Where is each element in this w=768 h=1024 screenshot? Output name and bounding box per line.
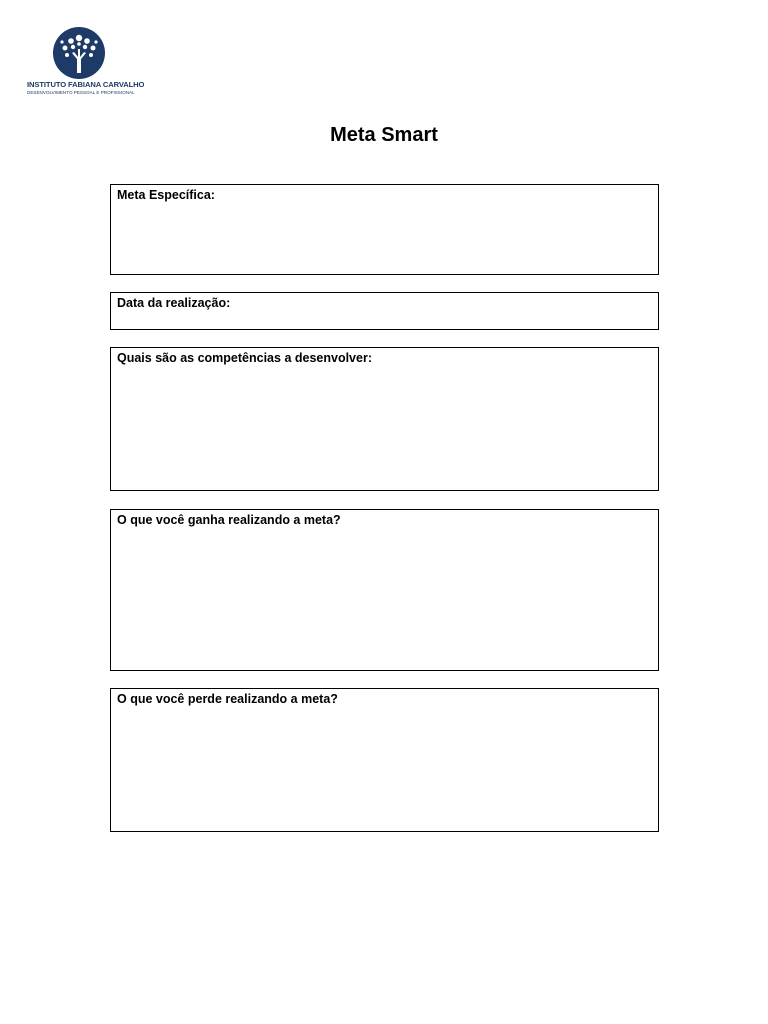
gains-label: O que você ganha realizando a meta? [117, 513, 341, 527]
logo-tagline: DESENVOLVIMENTO PESSOAL E PROFISSIONAL [27, 90, 135, 95]
competencies-field[interactable] [110, 347, 659, 491]
logo-institute-name: INSTITUTO FABIANA CARVALHO [27, 80, 145, 89]
specific-goal-label: Meta Específica: [117, 188, 215, 202]
gains-field[interactable] [110, 509, 659, 671]
page-title: Meta Smart [330, 124, 438, 146]
competencies-label: Quais são as competências a desenvolver: [117, 351, 372, 365]
losses-label: O que você perde realizando a meta? [117, 692, 338, 706]
completion-date-field[interactable] [110, 292, 659, 330]
institute-logo [27, 24, 145, 100]
specific-goal-field[interactable] [110, 184, 659, 275]
tree-emblem-icon [52, 26, 106, 80]
completion-date-label: Data da realização: [117, 296, 231, 310]
losses-field[interactable] [110, 688, 659, 832]
